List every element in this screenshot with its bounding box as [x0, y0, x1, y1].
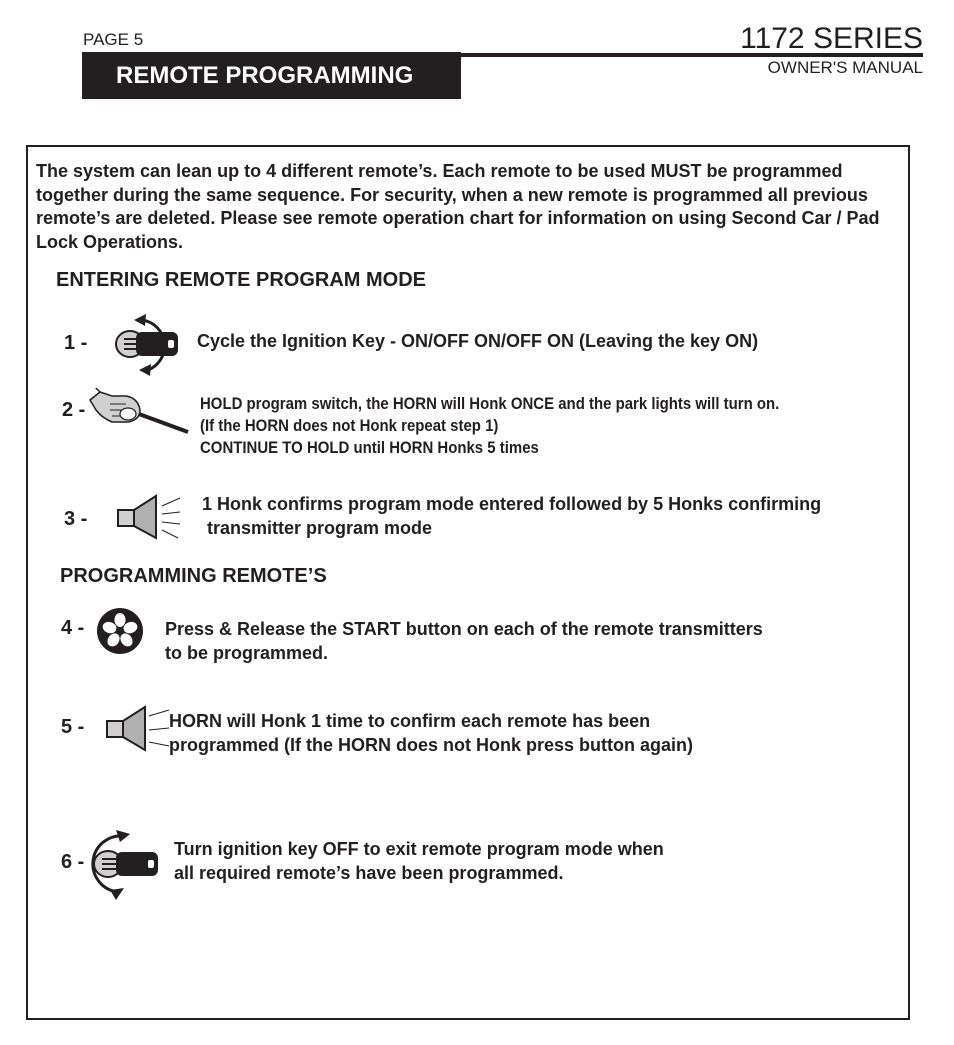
step-3-number: 3 - [64, 508, 88, 530]
step-2-line: (If the HORN does not Honk repeat step 1) [200, 416, 499, 435]
ignition-key-icon [108, 312, 182, 376]
step-1-text [197, 330, 758, 354]
step-2-number: 2 - [62, 399, 86, 421]
step-2-line: CONTINUE TO HOLD until HORN Honks 5 times [200, 438, 539, 457]
step-1-line: Cycle the Ignition Key - ON/OFF ON/OFF ON (Leaving the key ON) [197, 331, 759, 351]
intro-paragraph: The system can lean up to 4 different remote’s. Each remote to be used MUST be programmed together during the same sequence. For security, when a new remote is programmed all previous remote’s are deleted. Please see remote operation chart for information on using Second Car / Pad Lock Operations. [36, 161, 880, 252]
step-4-line: to be programmed. [165, 642, 329, 663]
horn-speaker-icon [105, 704, 171, 754]
step-5-number: 5 - [61, 716, 85, 738]
step-6-number: 6 - [61, 851, 85, 873]
step-6-line: Turn ignition key OFF to exit remote program mode when [174, 839, 664, 859]
manual-label: OWNER'S MANUAL [767, 58, 923, 77]
step-4-number: 4 - [61, 617, 85, 639]
step-4-text [165, 618, 763, 665]
step-5-line: programmed (If the HORN does not Honk press button again) [169, 734, 694, 755]
series-title: 1172 SERIES [740, 22, 923, 55]
heading-programming-remotes: PROGRAMMING REMOTE’S [60, 565, 327, 587]
step-5-line: HORN will Honk 1 time to confirm each remote has been [169, 711, 651, 731]
horn-speaker-icon [116, 492, 182, 542]
step-3-line: transmitter program mode [202, 517, 433, 538]
section-title: REMOTE PROGRAMMING [82, 52, 461, 99]
step-5-text [169, 710, 693, 757]
start-button-icon [95, 606, 145, 656]
heading-entering-program-mode: ENTERING REMOTE PROGRAM MODE [56, 269, 427, 291]
page-number: PAGE 5 [83, 30, 144, 49]
step-6-text [174, 838, 664, 885]
hand-press-switch-icon [82, 388, 192, 436]
step-2-text [200, 393, 779, 459]
step-4-line: Press & Release the START button on each of the remote transmitters [165, 619, 763, 639]
step-3-text [202, 493, 821, 540]
step-3-line: 1 Honk confirms program mode entered followed by 5 Honks confirming [202, 494, 822, 514]
step-1-number: 1 - [64, 332, 88, 354]
ignition-key-icon [90, 828, 164, 900]
step-6-line: all required remote’s have been programmed. [174, 862, 564, 883]
step-2-line: HOLD program switch, the HORN will Honk ONCE and the park lights will turn on. [200, 394, 780, 413]
